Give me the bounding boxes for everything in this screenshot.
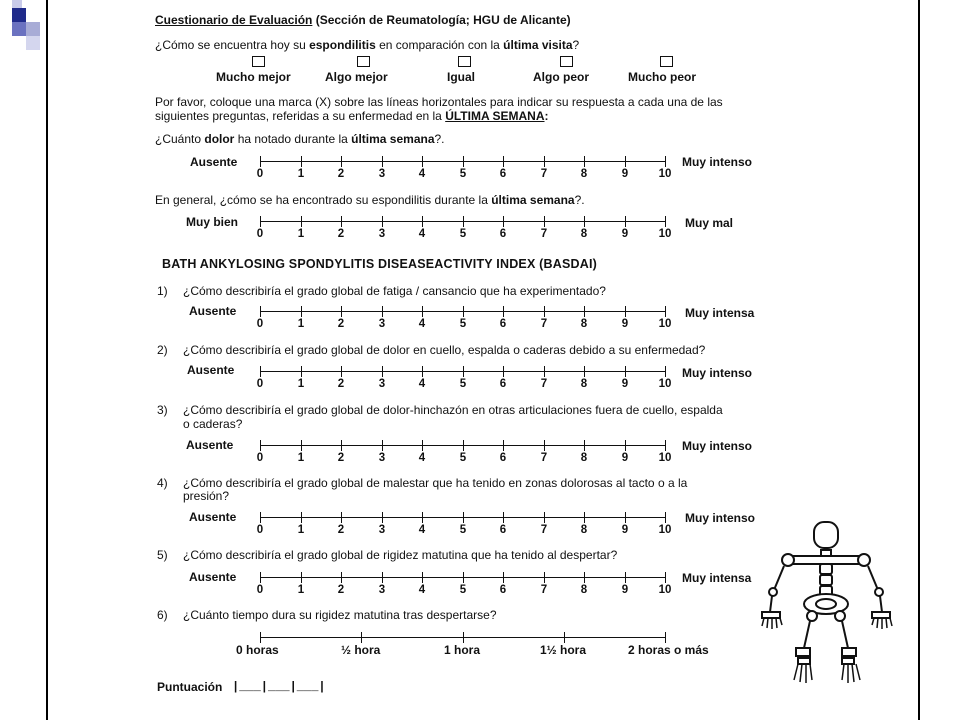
scale-number: 0	[256, 318, 264, 330]
scale-tick	[301, 156, 302, 167]
option-checkbox-algo-mejor[interactable]	[357, 56, 370, 67]
time-scale-tick	[564, 632, 565, 643]
scale-tick	[382, 512, 383, 523]
pain-q-part: última semana	[351, 132, 435, 146]
scale-tick	[625, 366, 626, 377]
slide-decoration	[12, 0, 22, 8]
scale-left-label: Ausente	[187, 363, 235, 377]
time-label: 2 horas o más	[628, 643, 709, 657]
question-text-cont: o caderas?	[183, 417, 243, 431]
scale-number: 0	[256, 584, 264, 596]
scale-tick	[665, 216, 666, 227]
pain-scale[interactable]	[256, 156, 672, 182]
scale-tick	[665, 572, 666, 583]
intro-q-part: espondilitis	[309, 38, 376, 52]
scale-number: 1	[297, 524, 305, 536]
scale-number: 0	[256, 378, 264, 390]
scale-number: 2	[337, 584, 345, 596]
pain-q-part: dolor	[204, 132, 235, 146]
question-text: ¿Cómo describiría el grado global de dolor en cuello, espalda o caderas debido a su enfermedad?	[183, 343, 706, 357]
pain-q-part: ha notado durante la	[234, 132, 352, 146]
scale-number: 2	[337, 228, 345, 240]
document-title	[155, 13, 571, 27]
scale-number: 2	[337, 524, 345, 536]
instructions-part: :	[544, 109, 549, 123]
scale-number: 9	[621, 378, 629, 390]
scale-tick	[422, 216, 423, 227]
scale-tick	[544, 512, 545, 523]
scale-number: 8	[580, 318, 588, 330]
scale-number: 4	[418, 378, 426, 390]
scale-number: 10	[658, 318, 672, 330]
scale-number: 5	[459, 168, 467, 180]
intro-q-part: ¿Cómo se encuentra hoy su	[155, 38, 310, 52]
time-scale-tick	[463, 632, 464, 643]
scale-left-label: Ausente	[189, 510, 237, 524]
scale-number: 6	[499, 452, 507, 464]
option-label: Algo peor	[533, 70, 589, 84]
question-number: 4)	[157, 476, 168, 490]
scale-number: 8	[580, 524, 588, 536]
scale-number: 6	[499, 228, 507, 240]
scale-number: 1	[297, 228, 305, 240]
scale-tick	[625, 306, 626, 317]
scale-tick	[341, 216, 342, 227]
option-label: Mucho peor	[628, 70, 696, 84]
page-border-right	[918, 0, 920, 720]
slide-decoration	[12, 8, 26, 22]
option-checkbox-algo-peor[interactable]	[560, 56, 573, 67]
scale-right-label: Muy intensa	[685, 306, 755, 320]
scale-tick	[544, 156, 545, 167]
q3-scale[interactable]	[256, 440, 672, 466]
scale-tick	[544, 306, 545, 317]
title-bold: Cuestionario de Evaluación	[155, 13, 313, 27]
question-number: 6)	[157, 608, 168, 622]
scale-number: 2	[337, 452, 345, 464]
slide-decoration	[26, 22, 40, 36]
scale-tick	[584, 156, 585, 167]
scale-number: 3	[378, 168, 386, 180]
scale-tick	[341, 366, 342, 377]
instructions-line2	[155, 109, 549, 123]
scale-number: 8	[580, 168, 588, 180]
score-label: Puntuación	[157, 680, 223, 694]
general-q-part: ?.	[574, 193, 585, 207]
scale-tick	[503, 366, 504, 377]
question-text: ¿Cómo describiría el grado global de dolor-hinchazón en otras articulaciones fuera de cuello, espalda	[183, 403, 723, 417]
scale-number: 6	[499, 524, 507, 536]
scale-tick	[463, 572, 464, 583]
instructions-line1: Por favor, coloque una marca (X) sobre las líneas horizontales para indicar su respuesta a cada una de las	[155, 95, 723, 109]
scale-tick	[665, 306, 666, 317]
time-scale-tick	[665, 632, 666, 643]
slide-decoration	[26, 36, 40, 50]
scale-number: 9	[621, 168, 629, 180]
scale-tick	[301, 440, 302, 451]
scale-number: 8	[580, 452, 588, 464]
scale-number: 5	[459, 452, 467, 464]
scale-right-label: Muy intensa	[682, 571, 752, 585]
question-text: ¿Cómo describiría el grado global de rigidez matutina que ha tenido al despertar?	[183, 548, 618, 562]
scale-tick	[503, 572, 504, 583]
scale-number: 6	[499, 318, 507, 330]
scale-number: 4	[418, 318, 426, 330]
scale-tick	[422, 306, 423, 317]
scale-number: 4	[418, 452, 426, 464]
scale-tick	[301, 366, 302, 377]
scale-number: 7	[540, 452, 548, 464]
scale-tick	[463, 440, 464, 451]
scale-number: 9	[621, 524, 629, 536]
scale-number: 4	[418, 524, 426, 536]
scale-number: 3	[378, 524, 386, 536]
scale-number: 0	[256, 452, 264, 464]
scale-number: 1	[297, 452, 305, 464]
scale-right-label: Muy intenso	[682, 155, 753, 169]
scale-tick	[665, 512, 666, 523]
scale-tick	[544, 440, 545, 451]
scale-number: 10	[658, 168, 672, 180]
scale-tick	[463, 512, 464, 523]
scale-tick	[463, 306, 464, 317]
scale-number: 8	[580, 584, 588, 596]
time-scale-tick	[361, 632, 362, 643]
scale-tick	[422, 512, 423, 523]
question-number: 2)	[157, 343, 168, 357]
scale-tick	[260, 512, 261, 523]
scale-right-label: Muy intenso	[685, 511, 756, 525]
scale-tick	[584, 216, 585, 227]
scale-tick	[301, 512, 302, 523]
scale-number: 8	[580, 228, 588, 240]
scale-tick	[341, 512, 342, 523]
scale-tick	[665, 156, 666, 167]
scale-left-label: Muy bien	[186, 215, 239, 229]
scale-tick	[625, 512, 626, 523]
scale-number: 9	[621, 452, 629, 464]
scale-tick	[584, 306, 585, 317]
scale-tick	[382, 572, 383, 583]
scale-number: 5	[459, 524, 467, 536]
general-q-part: En general, ¿cómo se ha encontrado su espondilitis durante la	[155, 193, 492, 207]
scale-tick	[341, 156, 342, 167]
scale-tick	[503, 512, 504, 523]
time-label: ½ hora	[341, 643, 381, 657]
scale-tick	[584, 440, 585, 451]
scale-tick	[422, 156, 423, 167]
scale-tick	[301, 572, 302, 583]
scale-number: 3	[378, 452, 386, 464]
scale-tick	[260, 216, 261, 227]
scale-tick	[503, 156, 504, 167]
scale-tick	[584, 572, 585, 583]
scale-tick	[503, 440, 504, 451]
scale-tick	[584, 512, 585, 523]
scale-tick	[665, 440, 666, 451]
scale-number: 7	[540, 168, 548, 180]
scale-tick	[503, 306, 504, 317]
pain-question	[155, 132, 445, 146]
time-label: 0 horas	[236, 643, 279, 657]
instructions-part: siguientes preguntas, referidas a su enfermedad en la	[155, 109, 446, 123]
question-text-cont: presión?	[183, 489, 230, 503]
scale-number: 3	[378, 228, 386, 240]
scale-tick	[382, 306, 383, 317]
scale-number: 10	[658, 452, 672, 464]
basdai-title: BATH ANKYLOSING SPONDYLITIS DISEASEACTIVITY INDEX (BASDAI)	[162, 257, 598, 271]
scale-tick	[463, 216, 464, 227]
scale-number: 5	[459, 318, 467, 330]
scale-number: 4	[418, 228, 426, 240]
scale-number: 1	[297, 168, 305, 180]
scale-number: 4	[418, 168, 426, 180]
intro-q-part: en comparación con la	[375, 38, 504, 52]
intro-question	[155, 38, 579, 52]
scale-number: 2	[337, 168, 345, 180]
option-checkbox-mucho-peor[interactable]	[660, 56, 673, 67]
scale-tick	[503, 216, 504, 227]
scale-tick	[625, 156, 626, 167]
option-checkbox-mucho-mejor[interactable]	[252, 56, 265, 67]
option-label: Igual	[447, 70, 476, 84]
scale-number: 2	[337, 318, 345, 330]
scale-tick	[382, 156, 383, 167]
scale-tick	[422, 366, 423, 377]
scale-tick	[301, 216, 302, 227]
scale-number: 7	[540, 524, 548, 536]
scale-tick	[422, 572, 423, 583]
scale-tick	[301, 306, 302, 317]
scale-tick	[260, 440, 261, 451]
scale-tick	[341, 572, 342, 583]
time-label: 1½ hora	[540, 643, 587, 657]
question-number: 3)	[157, 403, 168, 417]
question-text: ¿Cuánto tiempo dura su rigidez matutina tras despertarse?	[183, 608, 497, 622]
q4-scale[interactable]	[256, 512, 672, 538]
scale-number: 2	[337, 378, 345, 390]
scale-number: 5	[459, 228, 467, 240]
scale-tick	[544, 572, 545, 583]
title-rest: (Sección de Reumatología; HGU de Alicante)	[312, 13, 571, 27]
scale-number: 9	[621, 228, 629, 240]
scale-left-label: Ausente	[186, 438, 234, 452]
scale-tick	[463, 366, 464, 377]
question-number: 5)	[157, 548, 168, 562]
scale-tick	[422, 440, 423, 451]
scale-number: 1	[297, 584, 305, 596]
scale-number: 6	[499, 584, 507, 596]
scale-number: 0	[256, 168, 264, 180]
scale-tick	[341, 306, 342, 317]
question-text: ¿Cómo describiría el grado global de malestar que ha tenido en zonas dolorosas al tacto o a la	[183, 476, 688, 490]
score-boxes[interactable]: |___|___|___|	[232, 680, 326, 694]
scale-tick	[625, 216, 626, 227]
q2-scale[interactable]	[256, 366, 672, 392]
scale-number: 5	[459, 378, 467, 390]
slide-decoration	[12, 22, 26, 36]
intro-q-part: ?	[572, 38, 580, 52]
scale-tick	[665, 366, 666, 377]
question-text: ¿Cómo describiría el grado global de fatiga / cansancio que ha experimentado?	[183, 284, 606, 298]
scale-number: 6	[499, 378, 507, 390]
scale-number: 10	[658, 228, 672, 240]
scale-left-label: Ausente	[190, 155, 238, 169]
scale-right-label: Muy intenso	[682, 439, 753, 453]
general-question	[155, 193, 585, 207]
time-scale-tick	[260, 632, 261, 643]
scale-number: 5	[459, 584, 467, 596]
q5-scale[interactable]	[256, 572, 672, 598]
scale-tick	[260, 306, 261, 317]
scale-number: 3	[378, 378, 386, 390]
scale-tick	[260, 366, 261, 377]
scale-number: 7	[540, 378, 548, 390]
scale-tick	[260, 572, 261, 583]
scale-number: 7	[540, 584, 548, 596]
scale-number: 9	[621, 318, 629, 330]
scale-tick	[625, 440, 626, 451]
scale-tick	[544, 366, 545, 377]
q1-scale[interactable]	[256, 306, 672, 332]
scale-number: 10	[658, 378, 672, 390]
scale-left-label: Ausente	[189, 570, 237, 584]
pain-q-part: ?.	[434, 132, 445, 146]
general-scale[interactable]	[256, 216, 672, 242]
scale-tick	[625, 572, 626, 583]
scale-number: 10	[658, 524, 672, 536]
page-border-left	[46, 0, 48, 720]
scale-right-label: Muy intenso	[682, 366, 753, 380]
option-checkbox-igual[interactable]	[458, 56, 471, 67]
skeleton-figure-illustration	[752, 520, 902, 690]
scale-tick	[382, 366, 383, 377]
pain-q-part: ¿Cuánto	[155, 132, 205, 146]
scale-tick	[584, 366, 585, 377]
scale-tick	[341, 440, 342, 451]
option-label: Mucho mejor	[216, 70, 291, 84]
scale-number: 6	[499, 168, 507, 180]
intro-q-part: última visita	[503, 38, 573, 52]
scale-number: 1	[297, 318, 305, 330]
scale-number: 1	[297, 378, 305, 390]
time-label: 1 hora	[444, 643, 481, 657]
scale-number: 7	[540, 318, 548, 330]
scale-number: 9	[621, 584, 629, 596]
scale-tick	[382, 216, 383, 227]
general-q-part: última semana	[491, 193, 575, 207]
instructions-part: ÚLTIMA SEMANA	[445, 109, 545, 123]
scale-number: 3	[378, 584, 386, 596]
scale-tick	[544, 216, 545, 227]
scale-number: 7	[540, 228, 548, 240]
scale-number: 8	[580, 378, 588, 390]
scale-tick	[463, 156, 464, 167]
scale-number: 0	[256, 228, 264, 240]
scale-left-label: Ausente	[189, 304, 237, 318]
scale-right-label: Muy mal	[685, 216, 734, 230]
option-label: Algo mejor	[325, 70, 388, 84]
scale-number: 0	[256, 524, 264, 536]
scale-tick	[260, 156, 261, 167]
scale-number: 3	[378, 318, 386, 330]
scale-number: 10	[658, 584, 672, 596]
question-number: 1)	[157, 284, 168, 298]
scale-tick	[382, 440, 383, 451]
scale-number: 4	[418, 584, 426, 596]
